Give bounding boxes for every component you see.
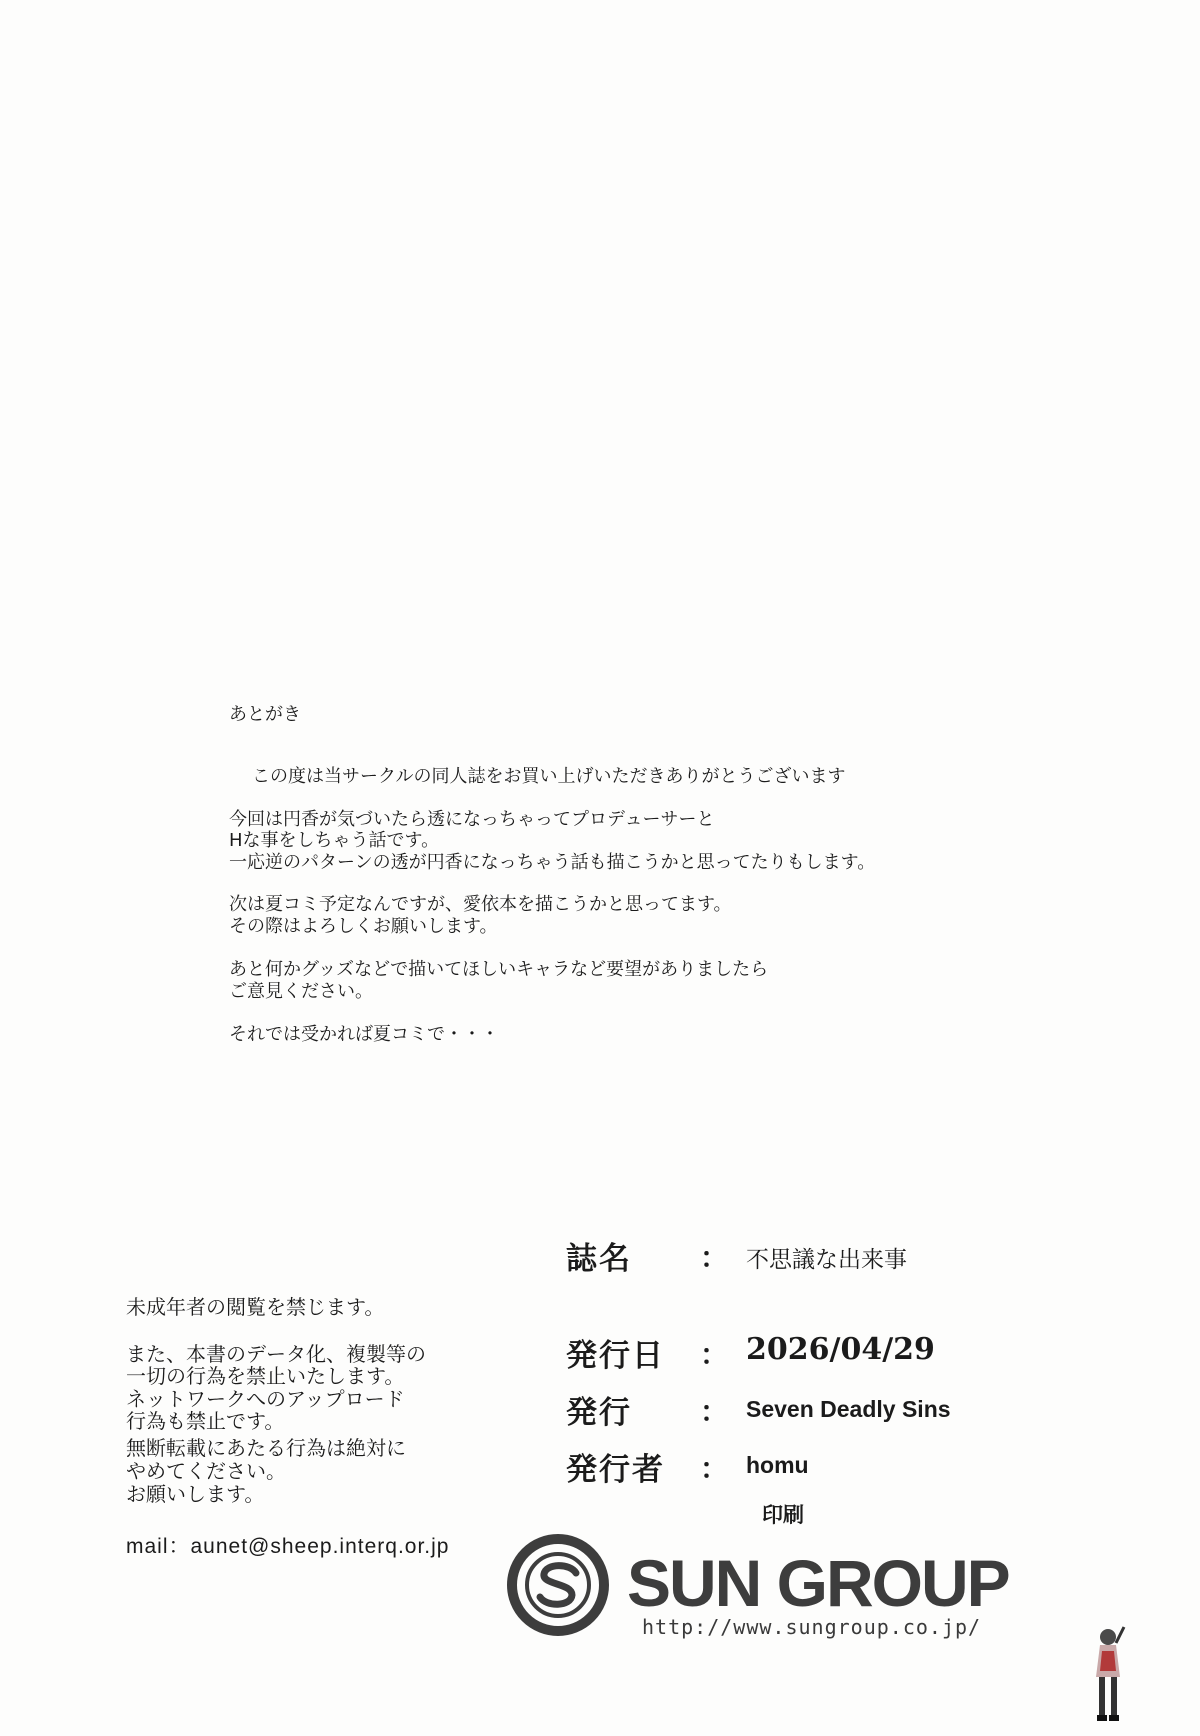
printer-name: SUN GROUP	[627, 1546, 1009, 1620]
colophon-title-colon: ：	[700, 1241, 729, 1274]
colophon-printing-label: 印刷	[762, 1503, 804, 1527]
colophon-publisher-label: 発行	[566, 1395, 632, 1431]
colophon-date-label: 発行日	[566, 1338, 665, 1374]
notice-line-5: 無断転載にあたる行為は絶対に	[126, 1436, 406, 1460]
colophon-author-colon: ：	[700, 1452, 729, 1485]
afterword-para-story-3: 一応逆のパターンの透が円香になっちゃう話も描こうかと思ってたりもします。	[229, 852, 876, 873]
notice-line-6: やめてください。	[126, 1459, 286, 1483]
sungroup-logo-icon	[506, 1533, 610, 1637]
colophon-author-value: homu	[746, 1452, 809, 1478]
printer-url[interactable]: http://www.sungroup.co.jp/	[642, 1615, 982, 1639]
afterword-para-next-1: 次は夏コミ予定なんですが、愛依本を描こうかと思ってます。	[229, 894, 732, 915]
notice-minors: 未成年者の閲覧を禁じます。	[126, 1295, 385, 1319]
notice-line-1: また、本書のデータ化、複製等の	[126, 1342, 426, 1366]
notice-line-2: 一切の行為を禁止いたします。	[126, 1364, 405, 1388]
afterword-para-next-2: その際はよろしくお願いします。	[229, 916, 498, 937]
afterword-para-request-2: ご意見ください。	[229, 981, 373, 1002]
colophon-date-colon: ：	[700, 1338, 729, 1371]
colophon-publisher-colon: ：	[700, 1395, 729, 1428]
colophon-date-value: 2026/04/29	[746, 1332, 935, 1367]
contact-mail: mail：aunet@sheep.interq.or.jp	[126, 1535, 450, 1558]
afterword-para-thanks: この度は当サークルの同人誌をお買い上げいただきありがとうございます	[252, 766, 846, 787]
colophon-title-label: 誌名	[566, 1241, 632, 1277]
afterword-para-story-2: Hな事をしちゃう話です。	[229, 830, 440, 851]
notice-line-4: 行為も禁止です。	[126, 1409, 285, 1433]
notice-line-7: お願いします。	[126, 1482, 265, 1506]
notice-line-3: ネットワークへのアップロード	[126, 1387, 405, 1411]
colophon-publisher-value: Seven Deadly Sins	[746, 1396, 951, 1422]
afterword-para-closing: それでは受かれば夏コミで・・・	[229, 1024, 499, 1045]
colophon-title-value: 不思議な出来事	[746, 1247, 907, 1273]
afterword-heading: あとがき	[229, 704, 301, 725]
afterword-para-story-1: 今回は円香が気づいたら透になっちゃってプロデューサーと	[229, 809, 715, 830]
afterword-para-request-1: あと何かグッズなどで描いてほしいキャラなど要望がありましたら	[229, 959, 769, 980]
colophon-author-label: 発行者	[566, 1452, 665, 1488]
character-figure-icon	[1090, 1625, 1130, 1725]
